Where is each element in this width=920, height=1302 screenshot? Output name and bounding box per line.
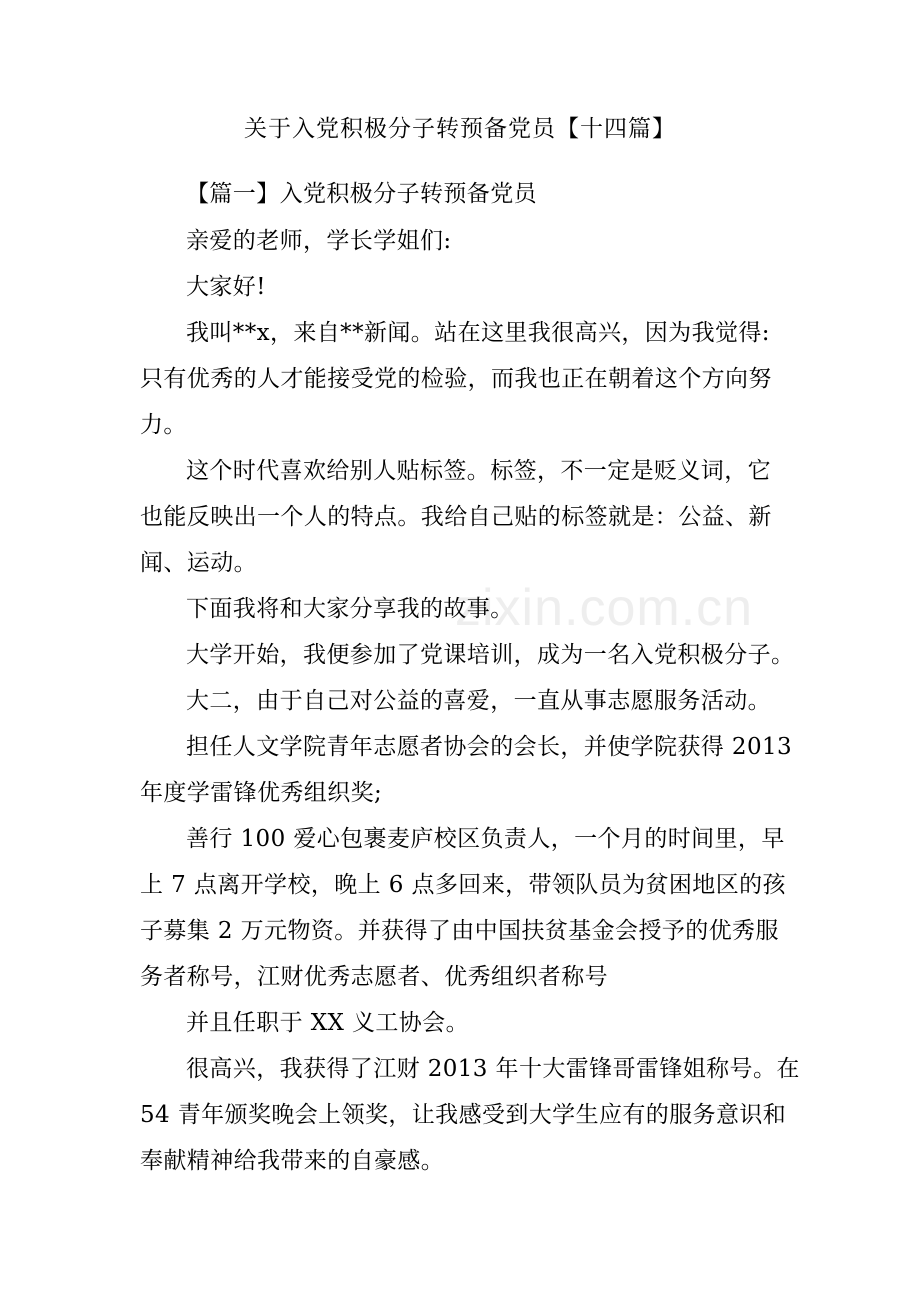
paragraph-line: 力。	[140, 412, 187, 438]
watermark: zixin.com.cn	[455, 579, 754, 637]
paragraph-line: 奉献精神给我带来的自豪感。	[140, 1148, 445, 1174]
paragraph-line: 子募集 2 万元物资。并获得了由中国扶贫基金会授予的优秀服	[140, 918, 779, 944]
paragraph-line: 也能反映出一个人的特点。我给自己贴的标签就是：公益、新	[140, 504, 772, 530]
paragraph-line: 善行 100 爱心包裹麦庐校区负责人，一个月的时间里，早	[186, 826, 785, 852]
section-heading: 【篇一】入党积极分子转预备党员	[186, 181, 537, 207]
paragraph-line: 上 7 点离开学校，晚上 6 点多回来，带领队员为贫困地区的孩	[140, 872, 786, 898]
paragraph-line: 下面我将和大家分享我的故事。	[186, 596, 514, 622]
document-title: 关于入党积极分子转预备党员【十四篇】	[244, 116, 676, 142]
paragraph-line: 我叫**x，来自**新闻。站在这里我很高兴，因为我觉得:	[186, 320, 770, 346]
paragraph-line: 大二，由于自己对公益的喜爱，一直从事志愿服务活动。	[186, 688, 771, 714]
paragraph-line: 务者称号，江财优秀志愿者、优秀组织者称号	[140, 964, 608, 990]
paragraph-line: 并且任职于 XX 义工协会。	[186, 1010, 469, 1036]
paragraph-line: 54 青年颁奖晚会上领奖，让我感受到大学生应有的服务意识和	[140, 1102, 787, 1128]
paragraph-line: 很高兴，我获得了江财 2013 年十大雷锋哥雷锋姐称号。在	[186, 1056, 800, 1082]
paragraph-line: 担任人文学院青年志愿者协会的会长，并使学院获得 2013	[186, 734, 793, 760]
paragraph-line: 年度学雷锋优秀组织奖;	[140, 780, 383, 806]
paragraph-line: 大学开始，我便参加了党课培训，成为一名入党积极分子。	[186, 642, 795, 668]
paragraph-line: 只有优秀的人才能接受党的检验，而我也正在朝着这个方向努	[140, 366, 772, 392]
paragraph-line: 大家好!	[186, 274, 266, 300]
paragraph-line: 闻、运动。	[140, 550, 257, 576]
paragraph-line: 这个时代喜欢给别人贴标签。标签，不一定是贬义词，它	[186, 458, 771, 484]
paragraph-line: 亲爱的老师，学长学姐们:	[186, 228, 452, 254]
